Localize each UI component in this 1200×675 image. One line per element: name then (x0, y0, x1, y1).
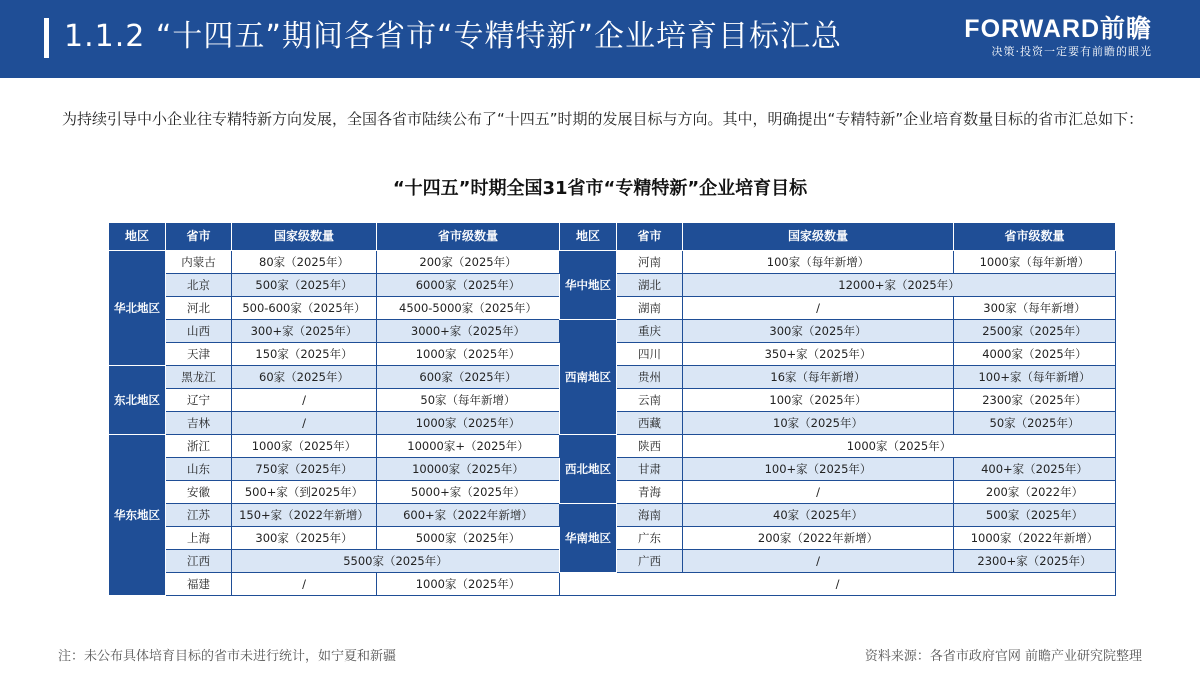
brand-logo (964, 14, 1152, 60)
col-header-national: 国家级数量 (232, 223, 377, 251)
table-title: “十四五”时期全国31省市“专精特新”企业培育目标 (392, 178, 808, 199)
region-cell: 华北地区 (109, 251, 166, 366)
province-cell: 青海 (617, 481, 683, 504)
national-cell: 40家（2025年） (683, 504, 954, 527)
col-header-province: 省市 (166, 223, 232, 251)
national-cell: / (683, 550, 954, 573)
provincial-cell: 10000家（2025年） (377, 458, 560, 481)
provincial-cell: 5000+家（2025年） (377, 481, 560, 504)
provincial-cell: 600+家（2022年新增） (377, 504, 560, 527)
table-row (109, 573, 1116, 596)
national-cell: 500-600家（2025年） (232, 297, 377, 320)
table-row (109, 320, 1116, 343)
provincial-cell: 1000家（2022年新增） (954, 527, 1116, 550)
provincial-cell: 5000家（2025年） (377, 527, 560, 550)
provincial-cell: 600家（2025年） (377, 366, 560, 389)
provincial-cell: 1000家（2025年） (377, 573, 560, 596)
province-cell: 西藏 (617, 412, 683, 435)
province-cell: 贵州 (617, 366, 683, 389)
province-cell: 四川 (617, 343, 683, 366)
col-header-provincial: 省市级数量 (377, 223, 560, 251)
table-row (109, 251, 1116, 274)
national-cell: 750家（2025年） (232, 458, 377, 481)
region-cell: 华中地区 (560, 251, 617, 320)
province-cell: 辽宁 (166, 389, 232, 412)
national-cell: / (683, 481, 954, 504)
national-cell: 1000家（2025年） (232, 435, 377, 458)
region-cell: 西南地区 (560, 320, 617, 435)
province-cell: 吉林 (166, 412, 232, 435)
national-cell: 500家（2025年） (232, 274, 377, 297)
provincial-cell: 1000家（每年新增） (954, 251, 1116, 274)
merged-target-cell: 1000家（2025年） (683, 435, 1116, 458)
national-cell: 300家（2025年） (683, 320, 954, 343)
province-cell: 安徽 (166, 481, 232, 504)
national-cell: 80家（2025年） (232, 251, 377, 274)
empty-right-cell: / (560, 573, 1116, 596)
province-cell: 上海 (166, 527, 232, 550)
provincial-cell: 300家（每年新增） (954, 297, 1116, 320)
table-row (109, 504, 1116, 527)
logo-slogan: 决策·投资一定要有前瞻的眼光 (991, 45, 1152, 58)
national-cell: / (232, 573, 377, 596)
province-cell: 云南 (617, 389, 683, 412)
region-cell: 华南地区 (560, 504, 617, 573)
national-cell: 200家（2022年新增） (683, 527, 954, 550)
province-cell: 陕西 (617, 435, 683, 458)
province-cell: 海南 (617, 504, 683, 527)
province-cell: 湖北 (617, 274, 683, 297)
provincial-cell: 100+家（每年新增） (954, 366, 1116, 389)
col-header-provincial: 省市级数量 (954, 223, 1116, 251)
provincial-cell: 500家（2025年） (954, 504, 1116, 527)
col-header-region: 地区 (560, 223, 617, 251)
provincial-cell: 50家（每年新增） (377, 389, 560, 412)
provincial-cell: 200家（2025年） (377, 251, 560, 274)
provincial-cell: 10000家+（2025年） (377, 435, 560, 458)
national-cell: 60家（2025年） (232, 366, 377, 389)
national-cell: / (683, 297, 954, 320)
col-header-national: 国家级数量 (683, 223, 954, 251)
national-cell: / (232, 412, 377, 435)
province-cell: 湖南 (617, 297, 683, 320)
provincial-cell: 400+家（2025年） (954, 458, 1116, 481)
table-row (109, 435, 1116, 458)
province-cell: 内蒙古 (166, 251, 232, 274)
provincial-cell: 1000家（2025年） (377, 412, 560, 435)
province-cell: 江苏 (166, 504, 232, 527)
province-cell: 甘肃 (617, 458, 683, 481)
province-cell: 广东 (617, 527, 683, 550)
province-cell: 黑龙江 (166, 366, 232, 389)
province-cell: 河北 (166, 297, 232, 320)
province-cell: 江西 (166, 550, 232, 573)
province-cell: 重庆 (617, 320, 683, 343)
source-note: 资料来源：各省市政府官网 前瞻产业研究院整理 (864, 649, 1142, 664)
header-banner (0, 0, 1200, 78)
national-cell: 100家（每年新增） (683, 251, 954, 274)
provincial-cell: 50家（2025年） (954, 412, 1116, 435)
national-cell: 300家（2025年） (232, 527, 377, 550)
province-cell: 山西 (166, 320, 232, 343)
col-header-province: 省市 (617, 223, 683, 251)
province-cell: 广西 (617, 550, 683, 573)
national-cell: 150家（2025年） (232, 343, 377, 366)
province-cell: 河南 (617, 251, 683, 274)
provincial-cell: 6000家（2025年） (377, 274, 560, 297)
region-cell: 西北地区 (560, 435, 617, 504)
region-cell: 华东地区 (109, 435, 166, 596)
col-header-region: 地区 (109, 223, 166, 251)
intro-paragraph: 为持续引导中小企业往专精特新方向发展，全国各省市陆续公布了“十四五”时期的发展目标与方向。其中，明确提出“专精特新”企业培育数量目标的省市汇总如下： (62, 110, 1144, 128)
merged-target-cell: 5500家（2025年） (232, 550, 560, 573)
national-cell: 10家（2025年） (683, 412, 954, 435)
province-cell: 北京 (166, 274, 232, 297)
merged-target-cell: 12000+家（2025年） (683, 274, 1116, 297)
provincial-cell: 2500家（2025年） (954, 320, 1116, 343)
province-cell: 福建 (166, 573, 232, 596)
provincial-cell: 2300+家（2025年） (954, 550, 1116, 573)
province-cell: 天津 (166, 343, 232, 366)
footnote: 注：未公布具体培育目标的省市未进行统计，如宁夏和新疆 (58, 649, 397, 664)
province-cell: 山东 (166, 458, 232, 481)
targets-table (108, 222, 1116, 596)
national-cell: 100+家（2025年） (683, 458, 954, 481)
national-cell: / (232, 389, 377, 412)
provincial-cell: 3000+家（2025年） (377, 320, 560, 343)
table-header-row (109, 223, 1116, 251)
province-cell: 浙江 (166, 435, 232, 458)
region-cell: 东北地区 (109, 366, 166, 435)
national-cell: 350+家（2025年） (683, 343, 954, 366)
provincial-cell: 1000家（2025年） (377, 343, 560, 366)
page-title: 1.1.2 “十四五”期间各省市“专精特新”企业培育目标汇总 (64, 19, 843, 54)
national-cell: 150+家（2022年新增） (232, 504, 377, 527)
provincial-cell: 2300家（2025年） (954, 389, 1116, 412)
national-cell: 100家（2025年） (683, 389, 954, 412)
national-cell: 500+家（到2025年） (232, 481, 377, 504)
title-accent-bar (44, 18, 49, 58)
provincial-cell: 4000家（2025年） (954, 343, 1116, 366)
national-cell: 16家（每年新增） (683, 366, 954, 389)
national-cell: 300+家（2025年） (232, 320, 377, 343)
provincial-cell: 4500-5000家（2025年） (377, 297, 560, 320)
provincial-cell: 200家（2022年） (954, 481, 1116, 504)
logo-brand-text: FORWARD前瞻 (964, 15, 1152, 43)
